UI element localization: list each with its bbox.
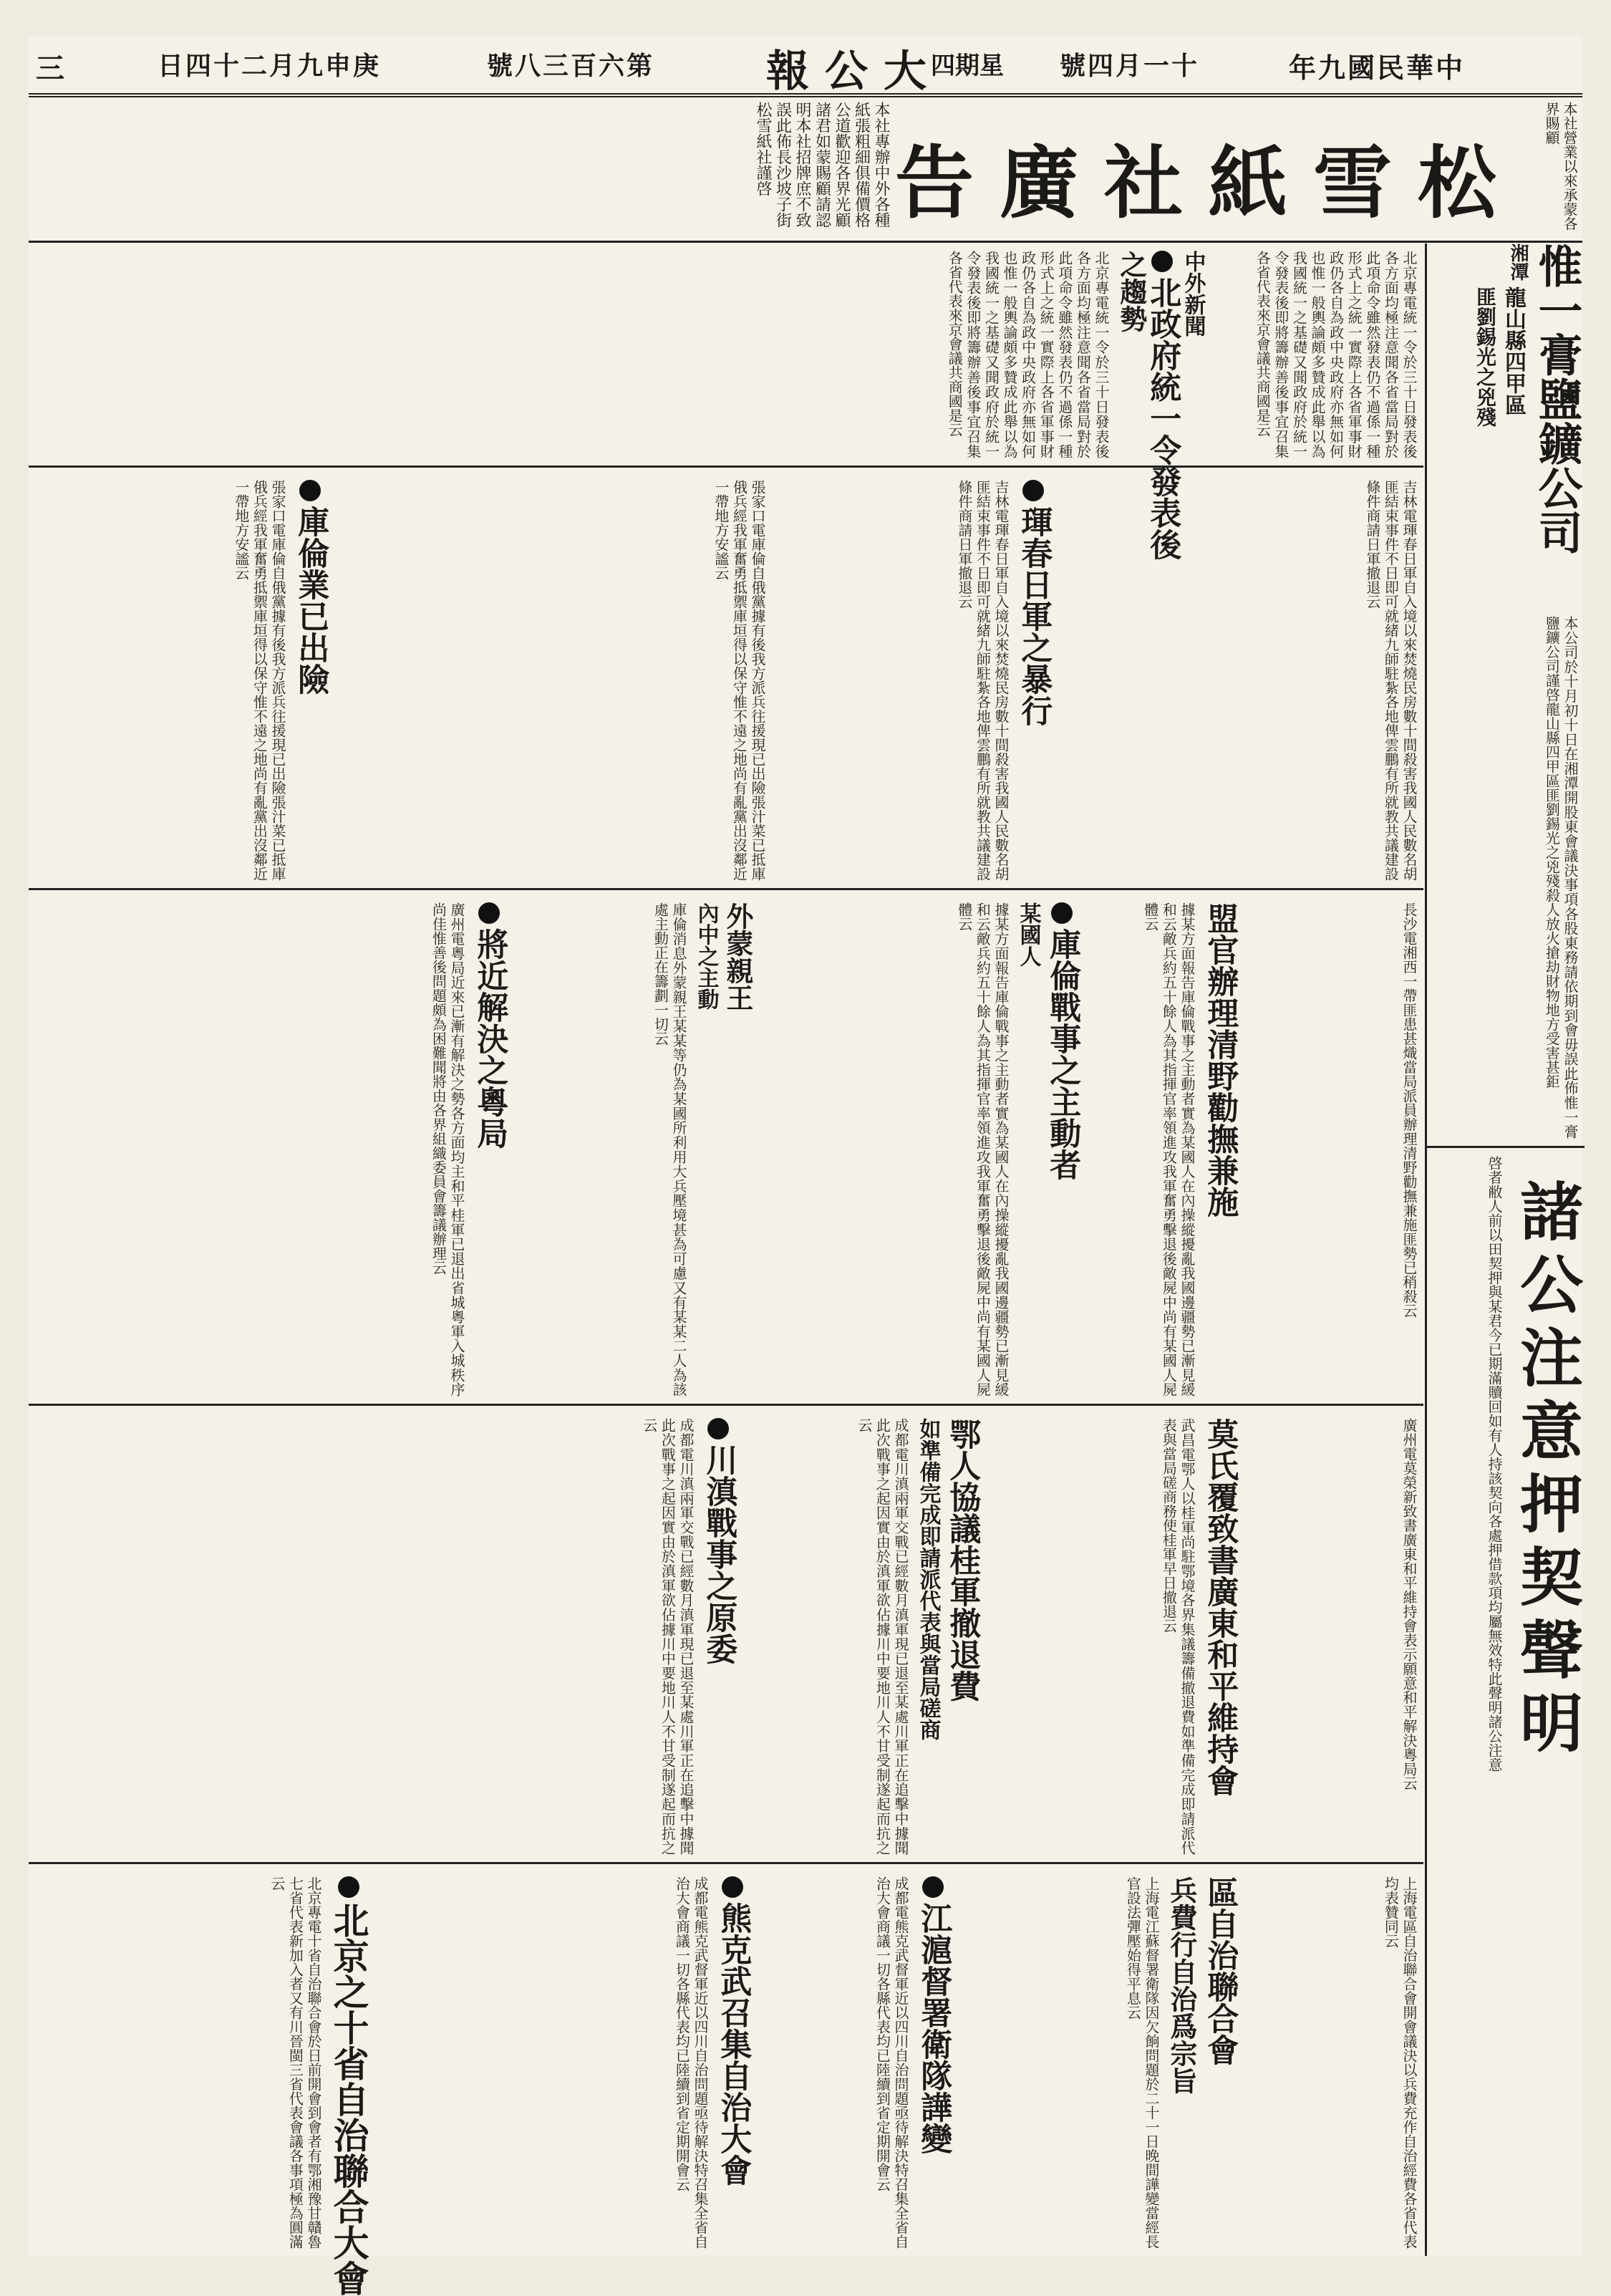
sidebar-ad-1-text: 本公司於十月初十日在湘潭開股東會議決事項各股東務請依期到會毋誤此佈惟一膏鹽鑛公司謹啓龍山縣四甲區匪劉錫光之兇殘殺人放火搶劫財物地方受害甚鉅 xyxy=(1543,616,1579,1139)
news-columns xyxy=(29,243,1423,2296)
article-7-body-cont: 成都電川滇兩軍交戰已經數月滇軍現已退至某處川軍正在追擊中據聞此次戰事之起因實由於滇軍欲佔據川中要地川人不甘受制遂起而抗之云 xyxy=(640,1418,695,1855)
article-10-headline: 江滬督署衛隊譁變 xyxy=(916,1876,949,2154)
article-4-body: 據某方面報告庫倫戰事之主動者實為某國人在內操縱擾亂我國邊疆勢已漸見緩和云敵兵約五十餘人為其指揮官率領進攻我軍奮勇擊退後敵屍中尚有某國人屍體云 xyxy=(1141,902,1196,1397)
article-5-headline: 將近解決之粵局 xyxy=(473,902,505,1149)
bullet-icon xyxy=(299,480,321,501)
article-7-headline: 川滇戰事之原委 xyxy=(702,1418,735,1664)
article-14-headline: 莫氏覆致書廣東和平維持會 xyxy=(1201,1418,1239,1796)
article-11-headline: 鄂人協議桂軍撤退費 xyxy=(944,1418,981,1702)
band-rule xyxy=(29,1404,1423,1406)
article-4-headline: 庫倫戰事之主動者 xyxy=(1045,902,1078,1180)
article-12-body: 上海電區自治聯合會開會議決以兵費充作自治經費各省代表均表贊同云 xyxy=(1382,1876,1418,2249)
sidebar-ad-2-headline: 諸公注意押契聲明 xyxy=(1510,1179,1585,1763)
article-11-body: 武昌電鄂人以桂軍尚駐鄂境各界集議籌備撤退費如準備完成即請派代表與當局磋商務使桂軍早日撤退云 xyxy=(1160,1418,1196,1855)
article-14-body: 廣州電莫榮新致書廣東和平維持會表示願意和平解決粵局云 xyxy=(1400,1418,1418,1790)
article-6-body: 庫倫消息外蒙親王某某等仍為某國所利用大兵壓境甚為可慮又有某某二人為該處主動正在籌劃一切云 xyxy=(652,902,687,1397)
article-5-body: 廣州電粵局近來已漸有解決之勢各方面均主和平桂軍已退出省城粵軍入城秩序尚佳惟善後問題頗為困難聞將由各界組織委員會籌議辦理云 xyxy=(430,902,465,1397)
article-1-label: 中外新聞 xyxy=(1180,251,1206,337)
top-advertisement xyxy=(29,97,1582,243)
article-1-headline: 北政府統一令發表後 xyxy=(1146,251,1179,560)
article-8-body-cont: 成都電熊克武督軍近以四川自治問題亟待解決特召集全省自治大會商議一切各縣代表均已陸續到省定期開會云 xyxy=(673,1876,709,2249)
lunar-date: 日四十二月九申庚 xyxy=(158,51,382,81)
bullet-icon xyxy=(922,1876,944,1898)
newspaper-page xyxy=(29,36,1585,2296)
article-12-headline: 兵費行自治爲宗旨 xyxy=(1165,1876,1198,2094)
bullet-icon xyxy=(338,1876,359,1898)
article-6-subhead: 內中之主動 xyxy=(693,902,719,1010)
article-4-subhead: 某國人 xyxy=(1015,902,1041,967)
band-rule xyxy=(29,466,1423,468)
article-1-subhead: 之趨勢 xyxy=(1115,251,1148,332)
article-8-headline: 熊克武召集自治大會 xyxy=(716,1876,749,2186)
sidebar-ad-2-text: 啓者敝人前以田契押與某君今已期滿贖回如有人持該契向各處押借款項均屬無效特此聲明諸公注意 xyxy=(1486,1156,1503,1772)
sidebar-ad-1-headline: 惟一膏鹽鑛公司 xyxy=(1531,243,1583,554)
article-12-subhead: 區自治聯合會 xyxy=(1201,1876,1239,2065)
newspaper-title: 報公大 xyxy=(766,47,942,97)
article-9-body: 北京專電十省自治聯合會於日前開會到會者有鄂湘豫甘贛魯七省代表新加入者又有川晉閩三省代表會議各事項極為圓滿云 xyxy=(268,1876,322,2249)
western-date: 號四月一十 xyxy=(1060,51,1200,81)
article-1-body: 北京專電統一令於三十日發表後各方面均極注意聞各省當局對於此項命令雖然發表仍不過係一種形式上之統一實際上各省軍事財政仍各自為政中央政府亦無如何也惟一般輿論頗多贊成此舉以為我國統一之基礎又聞政府於統一令發表後即將籌辦善後事宜召集各省代表來京會議共商國是云 xyxy=(946,251,1110,458)
bullet-icon xyxy=(1022,480,1044,501)
band-rule xyxy=(29,1862,1423,1864)
sidebar-ad-2 xyxy=(1427,1150,1585,2253)
article-8-body: 成都電熊克武督軍近以四川自治問題亟待解決特召集全省自治大會商議一切各縣代表均已陸續到省定期開會云 xyxy=(874,1876,909,2249)
right-ad-column xyxy=(1425,243,1585,2256)
sidebar-ad-1-place: 湘潭 xyxy=(1507,243,1529,281)
issue-number: 號八三百六第 xyxy=(487,51,655,81)
article-13-headline: 盟官辦理清野勸撫兼施 xyxy=(1201,902,1239,1217)
republic-year: 年九國民華中 xyxy=(1289,52,1466,84)
masthead xyxy=(29,36,1582,97)
article-4-body-cont: 據某方面報告庫倫戰事之主動者實為某國人在內操縱擾亂我國邊疆勢已漸見緩和云敵兵約五十餘人為其指揮官率領進攻我軍奮勇擊退後敵屍中尚有某國人屍體云 xyxy=(955,902,1010,1397)
article-11-subhead: 如準備完成即請派代表與當局磋商 xyxy=(915,1418,941,1740)
article-2-headline: 琿春日軍之暴行 xyxy=(1017,480,1050,726)
article-2-body: 吉林電琿春日軍自入境以來焚燒民房數十間殺害我國人民數名胡匪結束事件不日即可就緒九師駐紮各地俾雲鵬有所就教共議建設條件商請日軍撤退云 xyxy=(1363,480,1418,881)
sidebar-ad-1-sub: 龍山縣四甲區 xyxy=(1501,286,1526,415)
bullet-icon xyxy=(722,1876,743,1898)
article-3-body: 張家口電庫倫自俄黨據有後我方派兵往援現已出險張汁菜已抵庫俄兵經我軍奮勇抵禦庫垣得以保守惟不遠之地尚有亂黨出沒鄰近一帶地方安謐云 xyxy=(712,480,766,881)
article-13-body: 長沙電湘西一帶匪患甚熾當局派員辦理清野勸撫兼施匪勢已稍殺云 xyxy=(1400,902,1418,1318)
article-2-body-cont: 吉林電琿春日軍自入境以來焚燒民房數十間殺害我國人民數名胡匪結束事件不日即可就緒九師駐紮各地俾雲鵬有所就教共議建設條件商請日軍撤退云 xyxy=(955,480,1010,881)
article-6-headline: 外蒙親王 xyxy=(721,902,754,1011)
ad-copy-right: 本社營業以來承蒙各界賜顧 xyxy=(1543,102,1578,231)
sidebar-ad-1-name: 匪劉錫光之兇殘 xyxy=(1474,286,1497,427)
article-3-headline: 庫倫業已出險 xyxy=(294,480,326,695)
article-1-body-right: 北京專電統一令於三十日發表後各方面均極注意聞各省當局對於此項命令雖然發表仍不過係一種形式上之統一實際上各省軍事財政仍各自為政中央政府亦無如何也惟一般輿論頗多贊成此舉以為我國統一之基礎又聞政府於統一令發表後即將籌辦善後事宜召集各省代表來京會議共商國是云 xyxy=(1254,251,1418,458)
band-rule xyxy=(29,888,1423,890)
weekday: 四期星 xyxy=(931,52,1004,80)
ad-headline: 告廣社紙雪松 xyxy=(895,137,1522,229)
bullet-icon xyxy=(478,902,500,924)
bullet-icon xyxy=(707,1418,729,1439)
article-3-body-cont: 張家口電庫倫自俄黨據有後我方派兵往援現已出險張汁菜已抵庫俄兵經我軍奮勇抵禦庫垣得以保守惟不遠之地尚有亂黨出沒鄰近一帶地方安謐云 xyxy=(232,480,286,881)
page-number: 三 xyxy=(36,52,64,85)
article-9-headline: 北京之十省自治聯合大會 xyxy=(329,1876,367,2296)
bullet-icon xyxy=(1051,902,1073,924)
article-10-body: 上海電江蘇督署衛隊因欠餉問題於二十一日晚間譁變當經長官設法彈壓始得平息云 xyxy=(1124,1876,1160,2249)
article-7-body: 成都電川滇兩軍交戰已經數月滇軍現已退至某處川軍正在追擊中據聞此次戰事之起因實由於滇軍欲佔據川中要地川人不甘受制遂起而抗之云 xyxy=(855,1418,909,1855)
sidebar-ad-1 xyxy=(1427,243,1585,1148)
bullet-icon xyxy=(1151,251,1173,272)
ad-copy-left: 本社專辦中外各種紙張粗細俱備價格公道歡迎各界光顧諸君如蒙賜顧請認明本社招牌庶不致誤此佈長沙坡子街松雪紙社謹啓 xyxy=(754,102,890,228)
